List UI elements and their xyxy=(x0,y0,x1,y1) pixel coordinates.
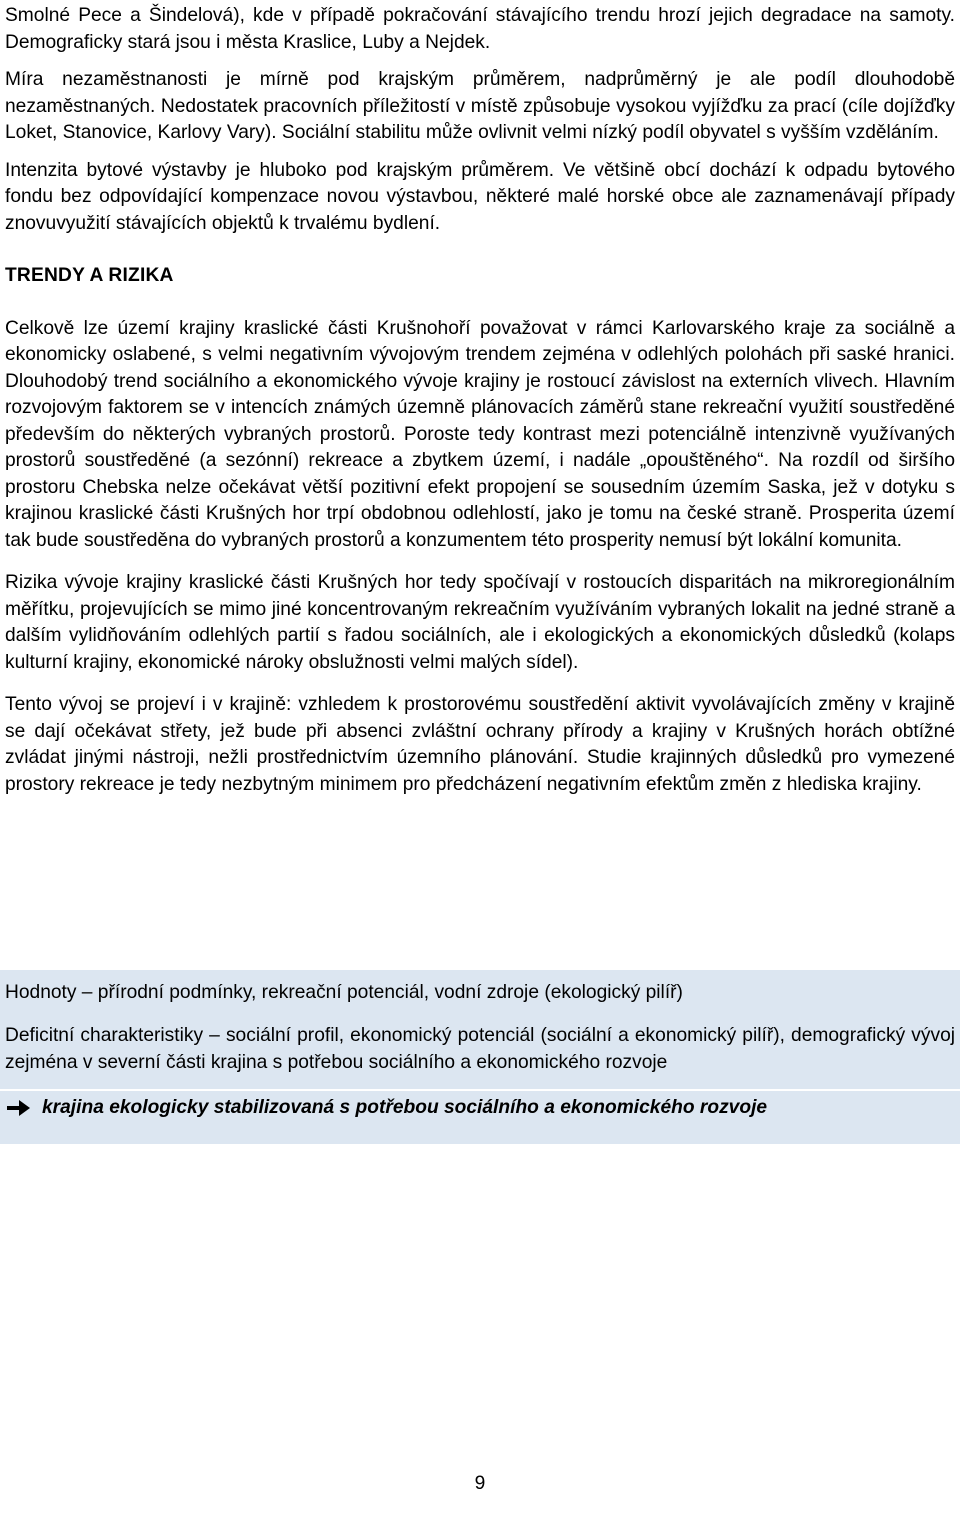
paragraph-risks: Rizika vývoje krajiny kraslické části Krušných hor tedy spočívají v rostoucích disparitách na mikroregionálním měřítku, projevujících se mimo jiné koncentrovaným rekreačním využíváním vybraných lokalit na jedné straně a dalším vylidňováním odlehlých partií s řadou sociálních, ale i ekologických a ekonomických důsledků (kolaps kulturní krajiny, ekonomické nároky obslužnosti velmi malých sídel). xyxy=(5,572,955,673)
paragraph-housing: Intenzita bytové výstavby je hluboko pod krajským průměrem. Ve většině obcí dochází k odpadu bytového fondu bez odpovídající kompenzace novou výstavbou, některé malé horské obce ale zaznamenávají případy znovuvyužití stávajících objektů k trvalému bydlení. xyxy=(5,159,955,234)
paragraph-settlements: Smolné Pece a Šindelová), kde v případě pokračování stávajícího trendu hrozí jejich degradace na samoty. Demograficky stará jsou i města Kraslice, Luby a Nejdek. xyxy=(5,5,955,53)
summary-values: Hodnoty – přírodní podmínky, rekreační potenciál, vodní zdroje (ekologický pilíř) xyxy=(5,982,683,1003)
summary-conclusion xyxy=(5,1089,955,1122)
arrow-right-icon xyxy=(5,1097,32,1119)
page-number: 9 xyxy=(474,1473,486,1494)
summary-deficit: Deficitní charakteristiky – sociální profil, ekonomický potenciál (sociální a ekonomický pilíř), demografický vývoj zejména v severní části krajina s potřebou sociálního a ekonomického rozvoje xyxy=(5,1025,955,1073)
paragraph-trends: Celkově lze území krajiny kraslické části Krušnohoří považovat v rámci Karlovarského kraje za sociálně a ekonomicky oslabené, s velmi negativním vývojovým trendem zejména v odlehlých polohách při saské hranici. Dlouhodobý trend sociálního a ekonomického vývoje krajiny je rostoucí závislost na externích vlivech. Hlavním rozvojovým faktorem se v intencích známých územně plánovacích záměrů stane rekreační využití soustředěné především do některých vybraných prostorů. Poroste tedy kontrast mezi potenciálně intenzivně využívaných prostorů soustředěné (a sezónní) rekreace a zbytkem území, i nadále „opouštěného“. Na rozdíl od širšího prostoru Chebska nelze očekávat větší pozitivní efekt propojení se sousedním územím Saska, jež v dotyku s krajinou kraslické části Krušných hor trpí obdobnou odlehlostí, jako je tomu na české straně. Prosperita území tak bude soustředěna do vybraných prostorů a konzumentem této prosperity nemusí být lokální komunita. xyxy=(5,317,955,551)
summary-conclusion-text: krajina ekologicky stabilizovaná s potřebou sociálního a ekonomického rozvoje xyxy=(42,1097,768,1118)
section-heading-trends-risks: TRENDY A RIZIKA xyxy=(5,265,174,286)
document-body xyxy=(5,0,955,798)
summary-box xyxy=(0,970,960,1144)
paragraph-landscape-impact: Tento vývoj se projeví i v krajině: vzhledem k prostorovému soustředění aktivit vyvolávajících změny v krajině se dají očekávat střety, jež bude při absenci zvláštní ochrany přírody a krajiny v Krušných horách obtížné zvládat jinými nástroji, nežli prostřednictvím územního plánování. Studie krajinných důsledků pro vymezené prostory rekreace je tedy nezbytným minimem pro předcházení negativním efektům změn z hlediska krajiny. xyxy=(5,694,955,795)
paragraph-unemployment: Míra nezaměstnanosti je mírně pod krajským průměrem, nadprůměrný je ale podíl dlouhodobě nezaměstnaných. Nedostatek pracovních příležitostí v místě způsobuje vysokou vyjížďku za prací (cíle dojížďky Loket, Stanovice, Karlovy Vary). Sociální stabilitu může ovlivnit velmi nízký podíl obyvatel s vyšším vzděláním. xyxy=(5,69,955,143)
